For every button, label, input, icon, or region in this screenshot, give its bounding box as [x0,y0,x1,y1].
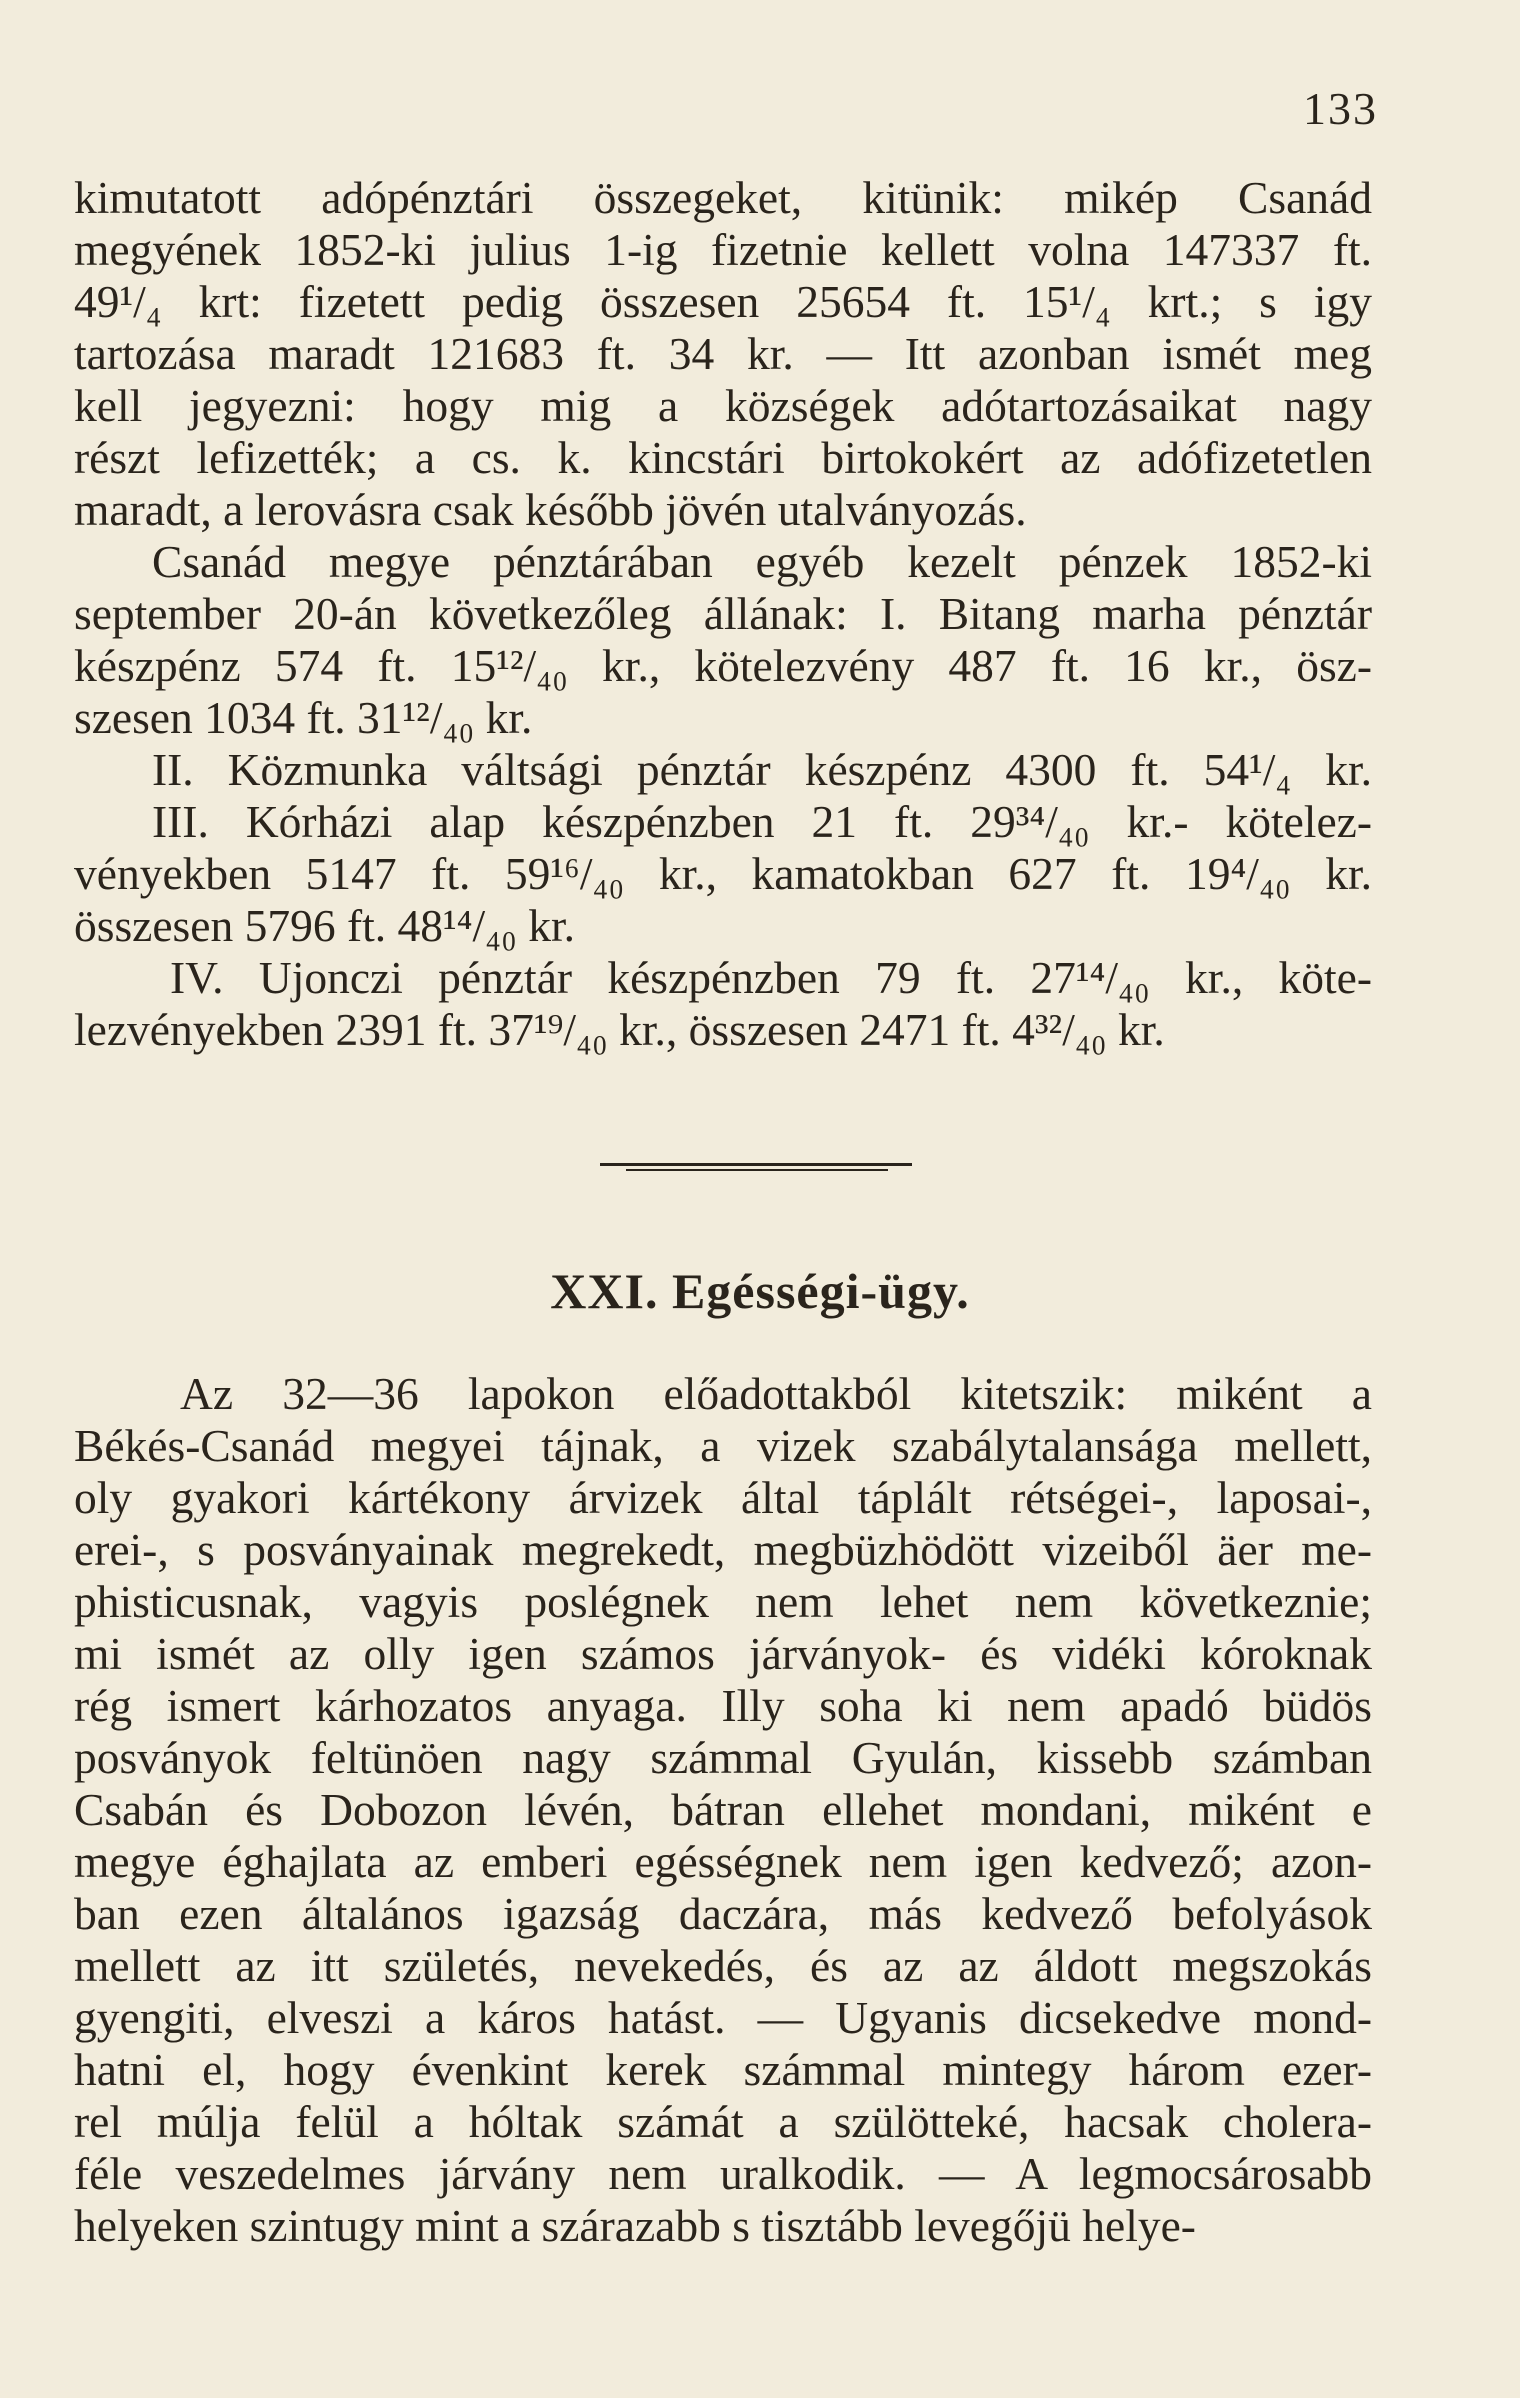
text-line: mellett az itt születés, nevekedés, és az az áldott megszokás [74,1940,1372,1991]
text-line: 49¹/₄ krt: fizetett pedig összesen 25654 ft. 15¹/₄ krt.; s igy [74,276,1372,327]
text-line: rég ismert kárhozatos anyaga. Illy soha ki nem apadó büdös [74,1680,1372,1731]
text-line: rel múlja felül a hóltak számát a szülötteké, hacsak cholera- [74,2096,1372,2147]
text-line: vényekben 5147 ft. 59¹⁶/₄₀ kr., kamatokban 627 ft. 19⁴/₄₀ kr. [74,848,1372,899]
text-line: erei-, s posványainak megrekedt, megbüzhödött vizeiből äer me- [74,1524,1372,1575]
text-line: Az 32—36 lapokon előadottakból kitetszik: miként a [180,1368,1372,1419]
text-line: oly gyakori kártékony árvizek által táplált rétségei-, laposai-, [74,1472,1372,1523]
section-heading: XXI. Egésségi-ügy. [550,1263,970,1319]
text-line: IV. Ujonczi pénztár készpénzben 79 ft. 27¹⁴/₄₀ kr., köte- [170,952,1372,1003]
text-line: féle veszedelmes járvány nem uralkodik. — A legmocsárosabb [74,2148,1372,2199]
text-line: megye éghajlata az emberi egésségnek nem igen kedvező; azon- [74,1836,1372,1887]
text-line: mi ismét az olly igen számos járványok- és vidéki kóroknak [74,1628,1372,1679]
text-line: maradt, a lerovásra csak később jövén utalványozás. [74,484,1027,535]
paragraph-finances [74,172,1372,1056]
text-line: Csabán és Dobozon lévén, bátran ellehet mondani, miként e [74,1784,1372,1835]
text-line: hatni el, hogy évenkint kerek számmal mintegy három ezer- [74,2044,1372,2095]
text-line: Csanád megye pénztárában egyéb kezelt pénzek 1852-ki [152,536,1372,587]
text-line: gyengiti, elveszi a káros hatást. — Ugyanis dicsekedve mond- [74,1992,1372,2043]
text-line: kell jegyezni: hogy mig a községek adótartozásaikat nagy [74,380,1372,431]
text-line: készpénz 574 ft. 15¹²/₄₀ kr., kötelezvény 487 ft. 16 kr., ösz- [74,640,1372,691]
text-line: ban ezen általános igazság daczára, más kedvező befolyások [74,1888,1372,1939]
text-line: lezvényekben 2391 ft. 37¹⁹/₄₀ kr., összesen 2471 ft. 4³²/₄₀ kr. [74,1004,1165,1055]
text-line: III. Kórházi alap készpénzben 21 ft. 29³⁴/₄₀ kr.- kötelez- [152,796,1372,847]
text-line: helyeken szintugy mint a szárazabb s tisztább levegőjü helye- [74,2200,1196,2251]
text-line: posványok feltünöen nagy számmal Gyulán, kissebb számban [74,1732,1372,1783]
text-line: tartozása maradt 121683 ft. 34 kr. — Itt azonban ismét meg [74,328,1372,379]
text-line: megyének 1852-ki julius 1-ig fizetnie kellett volna 147337 ft. [74,224,1372,275]
text-line: september 20-án következőleg állának: I. Bitang marha pénztár [74,588,1372,639]
paragraph-health [74,1368,1372,2252]
text-line: összesen 5796 ft. 48¹⁴/₄₀ kr. [74,900,576,951]
text-line: szesen 1034 ft. 31¹²/₄₀ kr. [74,692,533,743]
text-line: II. Közmunka váltsági pénztár készpénz 4300 ft. 54¹/₄ kr. [152,744,1372,795]
text-line: részt lefizették; a cs. k. kincstári birtokokért az adófizetetlen [74,432,1372,483]
text-line: phisticusnak, vagyis poslégnek nem lehet nem következnie; [74,1576,1372,1627]
page-number: 133 [1303,83,1378,134]
text-line: kimutatott adópénztári összegeket, kitünik: mikép Csanád [74,172,1372,223]
text-line: Békés-Csanád megyei tájnak, a vizek szabálytalansága mellett, [74,1420,1372,1471]
section-divider [600,1163,912,1166]
